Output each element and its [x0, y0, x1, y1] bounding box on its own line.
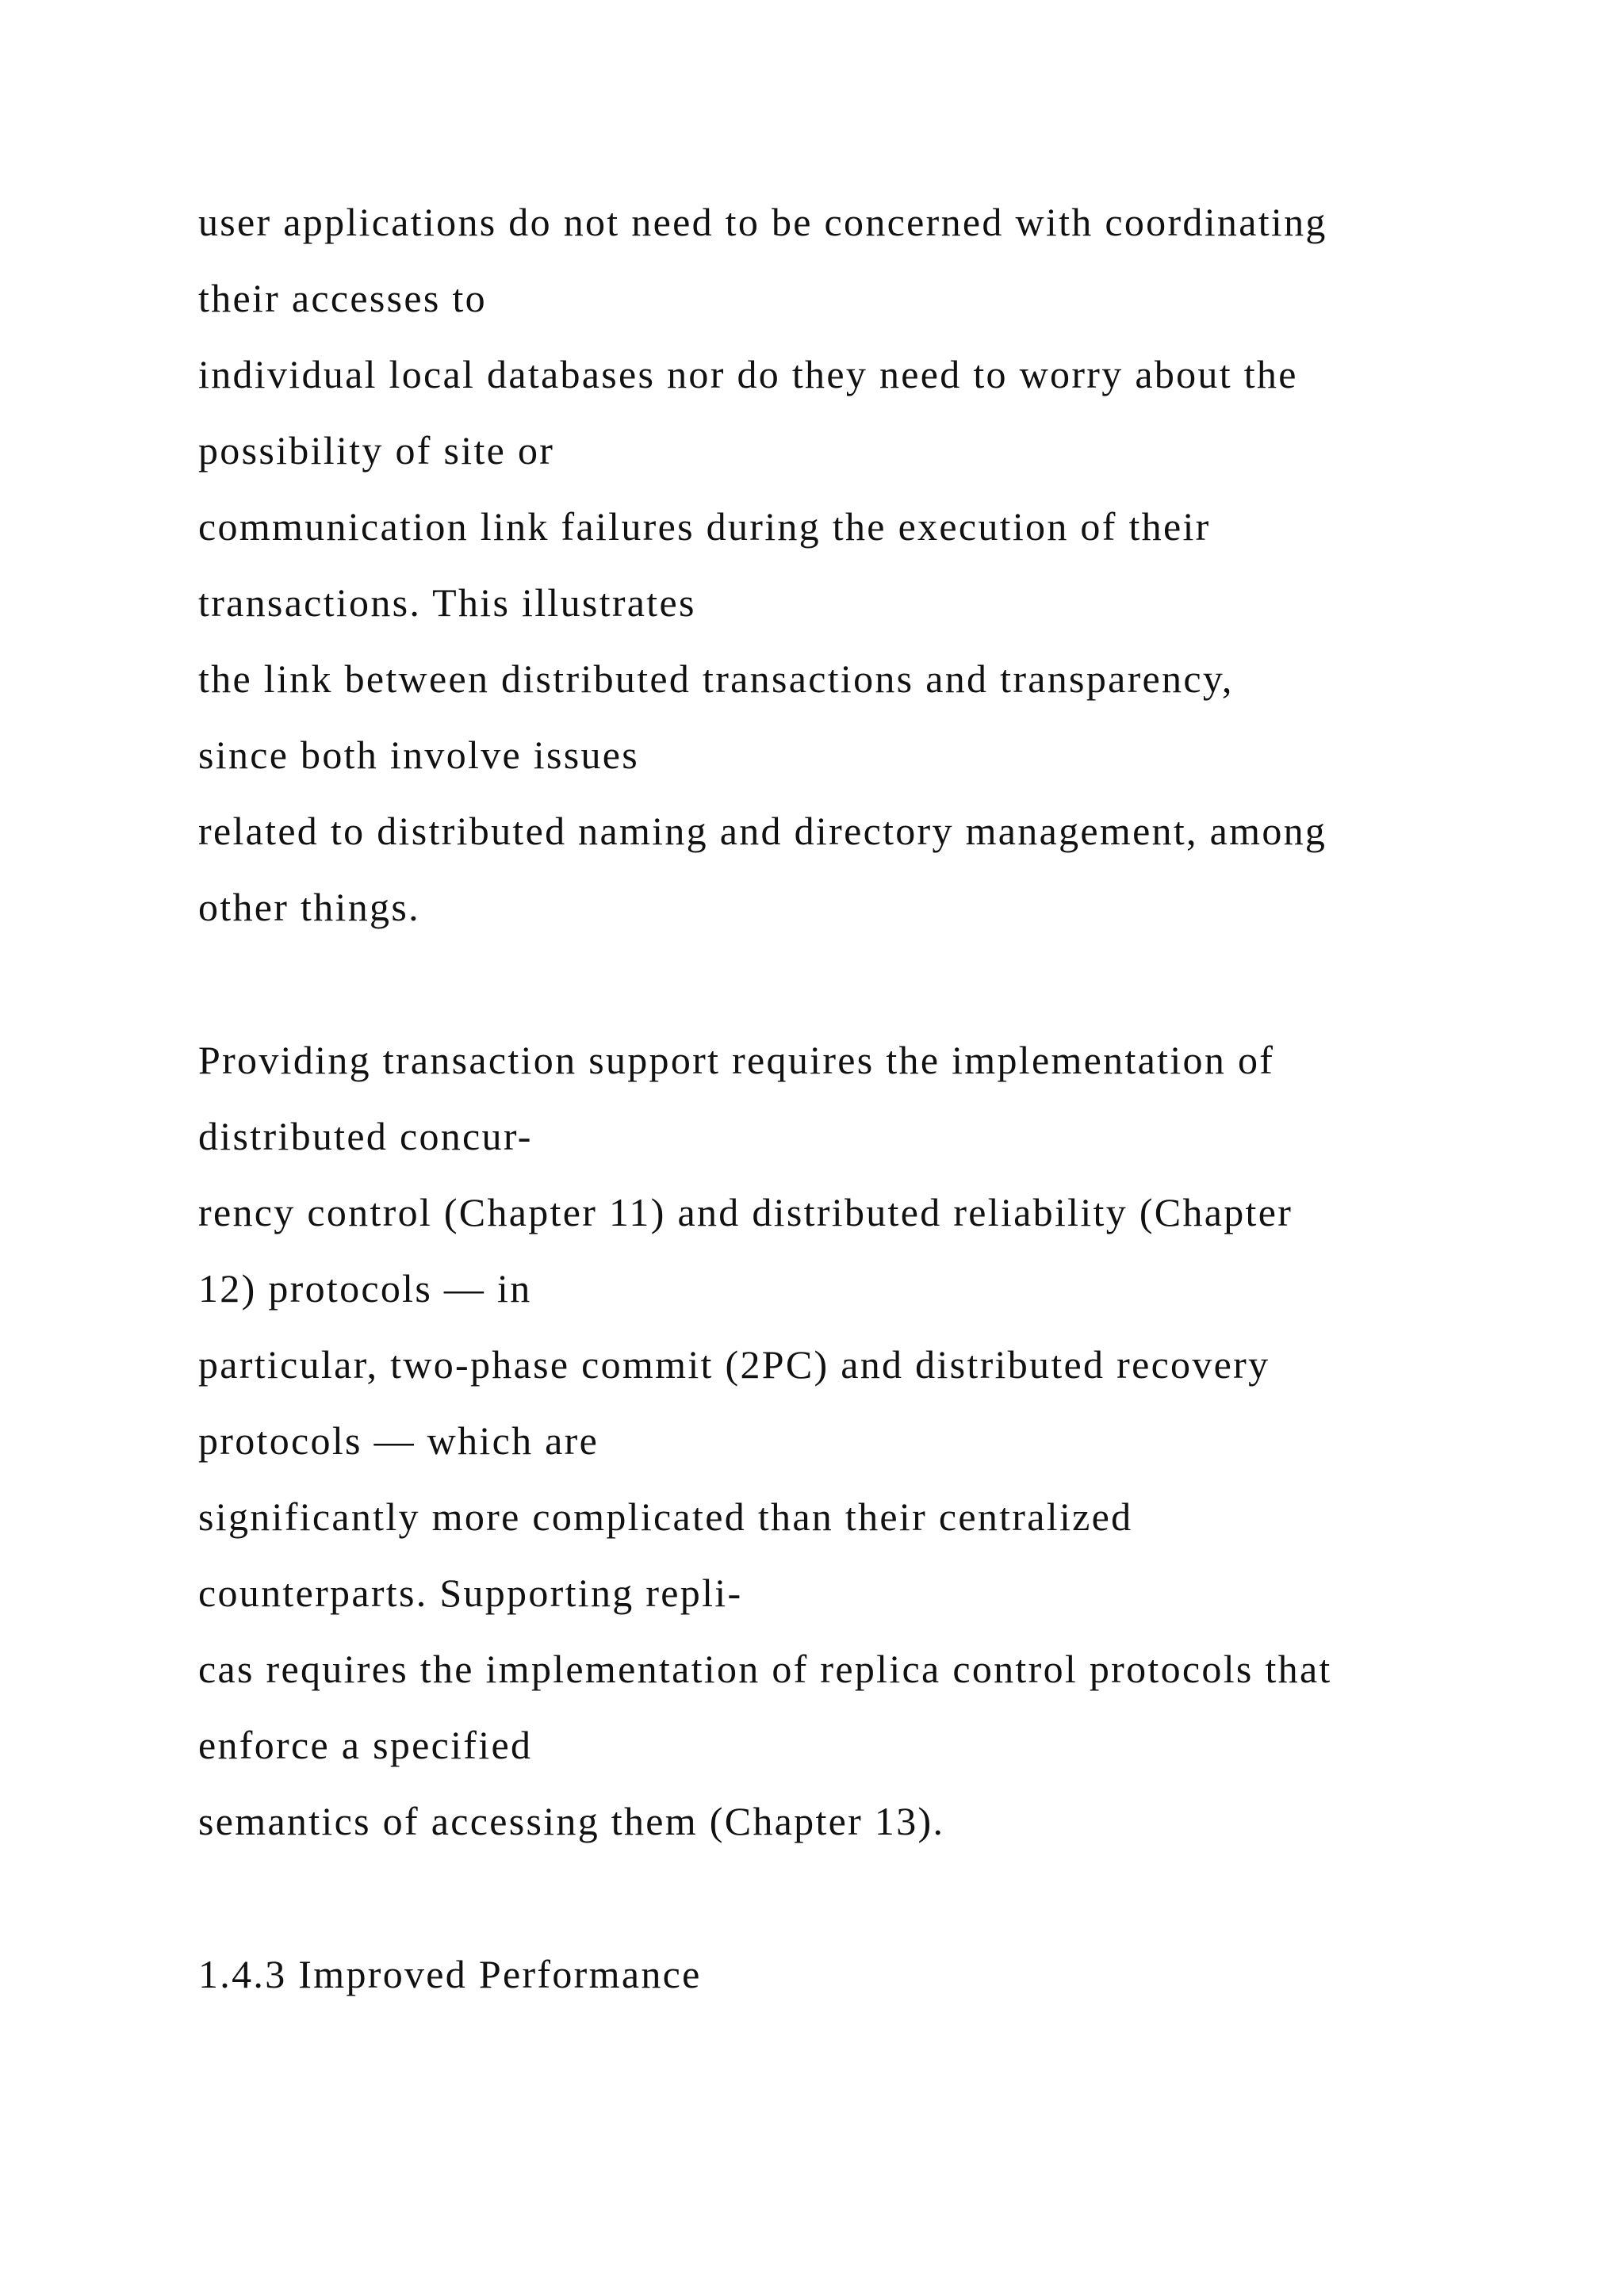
- paragraph-transaction-support: [198, 1022, 1507, 1859]
- section-heading: [198, 1936, 1507, 2012]
- text-line: rency control (Chapter 11) and distributed reliability (Chapter: [198, 1190, 1293, 1234]
- text-line: 12) protocols — in: [198, 1266, 532, 1311]
- text-line: the link between distributed transactions and transparency,: [198, 656, 1234, 701]
- text-line: their accesses to: [198, 276, 487, 320]
- section-heading-text: 1.4.3 Improved Performance: [198, 1952, 702, 1996]
- text-line: semantics of accessing them (Chapter 13).: [198, 1799, 945, 1843]
- text-line: distributed concur-: [198, 1114, 533, 1158]
- text-line: communication link failures during the execution of their: [198, 504, 1211, 549]
- document-body: [198, 184, 1507, 2012]
- paragraph-spacer: [198, 945, 1507, 1022]
- text-line: individual local databases nor do they need to worry about the: [198, 352, 1298, 396]
- text-line: particular, two-phase commit (2PC) and distributed recovery: [198, 1342, 1270, 1387]
- text-line: other things.: [198, 885, 420, 929]
- text-line: related to distributed naming and directory management, among: [198, 809, 1327, 853]
- text-line: enforce a specified: [198, 1723, 533, 1767]
- text-line: since both involve issues: [198, 733, 640, 777]
- paragraph-spacer: [198, 1859, 1507, 1936]
- text-line: significantly more complicated than their centralized: [198, 1494, 1133, 1539]
- text-line: Providing transaction support requires the implementation of: [198, 1038, 1275, 1082]
- text-line: possibility of site or: [198, 428, 555, 473]
- text-line: counterparts. Supporting repli-: [198, 1571, 743, 1615]
- text-line: cas requires the implementation of replica control protocols that: [198, 1647, 1332, 1691]
- text-line: protocols — which are: [198, 1418, 599, 1463]
- text-line: transactions. This illustrates: [198, 580, 696, 625]
- paragraph-transaction-transparency: [198, 184, 1507, 945]
- text-line: user applications do not need to be concerned with coordinating: [198, 200, 1327, 244]
